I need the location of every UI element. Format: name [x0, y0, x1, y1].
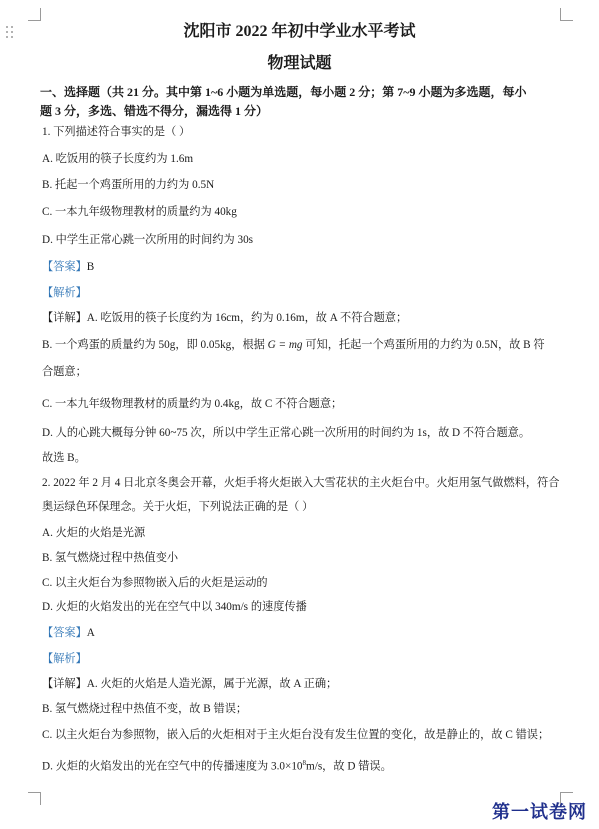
- q2-detail-d: [42, 756, 392, 774]
- q1-detail-d: D. 人的心跳大概每分钟 60~75 次，所以中学生正常心跳一次所用的时间约为 1s，故 D 不符合题意。: [42, 427, 531, 439]
- q2-option-c: C. 以主火炬台为参照物嵌入后的火炬是运动的: [42, 577, 268, 589]
- q2-analysis-tag: 【解析】: [42, 653, 87, 665]
- detail-tag: 【详解】: [42, 678, 87, 690]
- q1-answer: [42, 260, 94, 274]
- detail-text: B. 一个鸡蛋的质量约为 50g，即 0.05kg，根据: [42, 339, 268, 351]
- q1-stem: 1. 下列描述符合事实的是（ ）: [42, 126, 191, 138]
- detail-text: D. 火炬的火焰发出的光在空气中的传播速度为 3.0×10: [42, 760, 303, 773]
- q1-option-b: B. 托起一个鸡蛋所用的力约为 0.5N: [42, 179, 215, 191]
- exponent: 8: [302, 759, 307, 767]
- watermark-logo: 第一试卷网: [492, 802, 587, 823]
- document-title: 沈阳市 2022 年初中学业水平考试: [183, 23, 416, 40]
- q2-answer: [42, 626, 95, 640]
- q1-option-c: C. 一本九年级物理教材的质量约为 40kg: [42, 206, 237, 218]
- q2-stem-line2: 奥运绿色环保理念。关于火炬，下列说法正确的是（ ）: [42, 501, 314, 513]
- q1-detail-b-line1: [42, 338, 545, 352]
- q1-conclusion: 故选 B。: [42, 452, 86, 464]
- section-heading-line1: 一、选择题（共 21 分。其中第 1~6 小题为单选题，每小题 2 分；第 7~9 小题为多选题，每小: [40, 85, 527, 99]
- answer-value: A: [86, 627, 95, 639]
- document-subtitle: 物理试题: [267, 55, 332, 72]
- q1-detail-a: [42, 311, 407, 325]
- q2-detail-c: C. 以主火炬台为参照物，嵌入后的火炬相对于主火炬台没有发生位置的变化，故是静止的，故 C 错误；: [42, 729, 550, 741]
- formula: G = mg: [267, 339, 303, 351]
- answer-tag: 【答案】: [42, 627, 87, 639]
- detail-tag: 【详解】: [42, 312, 87, 324]
- q2-detail-b: B. 氢气燃烧过程中热值不变，故 B 错误；: [42, 703, 248, 715]
- answer-tag: 【答案】: [42, 261, 87, 273]
- detail-text: A. 吃饭用的筷子长度约为 16cm，约为 0.16m，故 A 不符合题意；: [86, 312, 408, 324]
- detail-text: 可知，托起一个鸡蛋所用的力约为 0.5N，故 B 符: [302, 339, 545, 351]
- q1-detail-b-line2: 合题意；: [42, 366, 87, 378]
- q2-option-b: B. 氢气燃烧过程中热值变小: [42, 552, 179, 564]
- q2-detail-a: [42, 677, 337, 691]
- q1-option-d: D. 中学生正常心跳一次所用的时间约为 30s: [42, 234, 254, 246]
- q2-option-a: A. 火炬的火焰是光源: [42, 527, 146, 539]
- q1-analysis-tag: 【解析】: [42, 287, 87, 299]
- detail-text: m/s，故 D 错误。: [306, 760, 392, 773]
- answer-value: B: [86, 261, 95, 273]
- q2-stem-line1: 2. 2022 年 2 月 4 日北京冬奥会开幕，火炬手将火炬嵌入大雪花状的主火炬台中。火炬用氢气做燃料，符合: [42, 477, 560, 489]
- crop-mark-bottom-left: [28, 792, 41, 805]
- section-heading-line2: 题 3 分，多选、错选不得分，漏选得 1 分）: [40, 104, 269, 118]
- q2-option-d: D. 火炬的火焰发出的光在空气中以 340m/s 的速度传播: [42, 601, 307, 613]
- q1-option-a: A. 吃饭用的筷子长度约为 1.6m: [42, 153, 194, 165]
- detail-text: A. 火炬的火焰是人造光源，属于光源，故 A 正确；: [86, 678, 338, 690]
- q1-detail-c: C. 一本九年级物理教材的质量约为 0.4kg，故 C 不符合题意；: [42, 398, 343, 410]
